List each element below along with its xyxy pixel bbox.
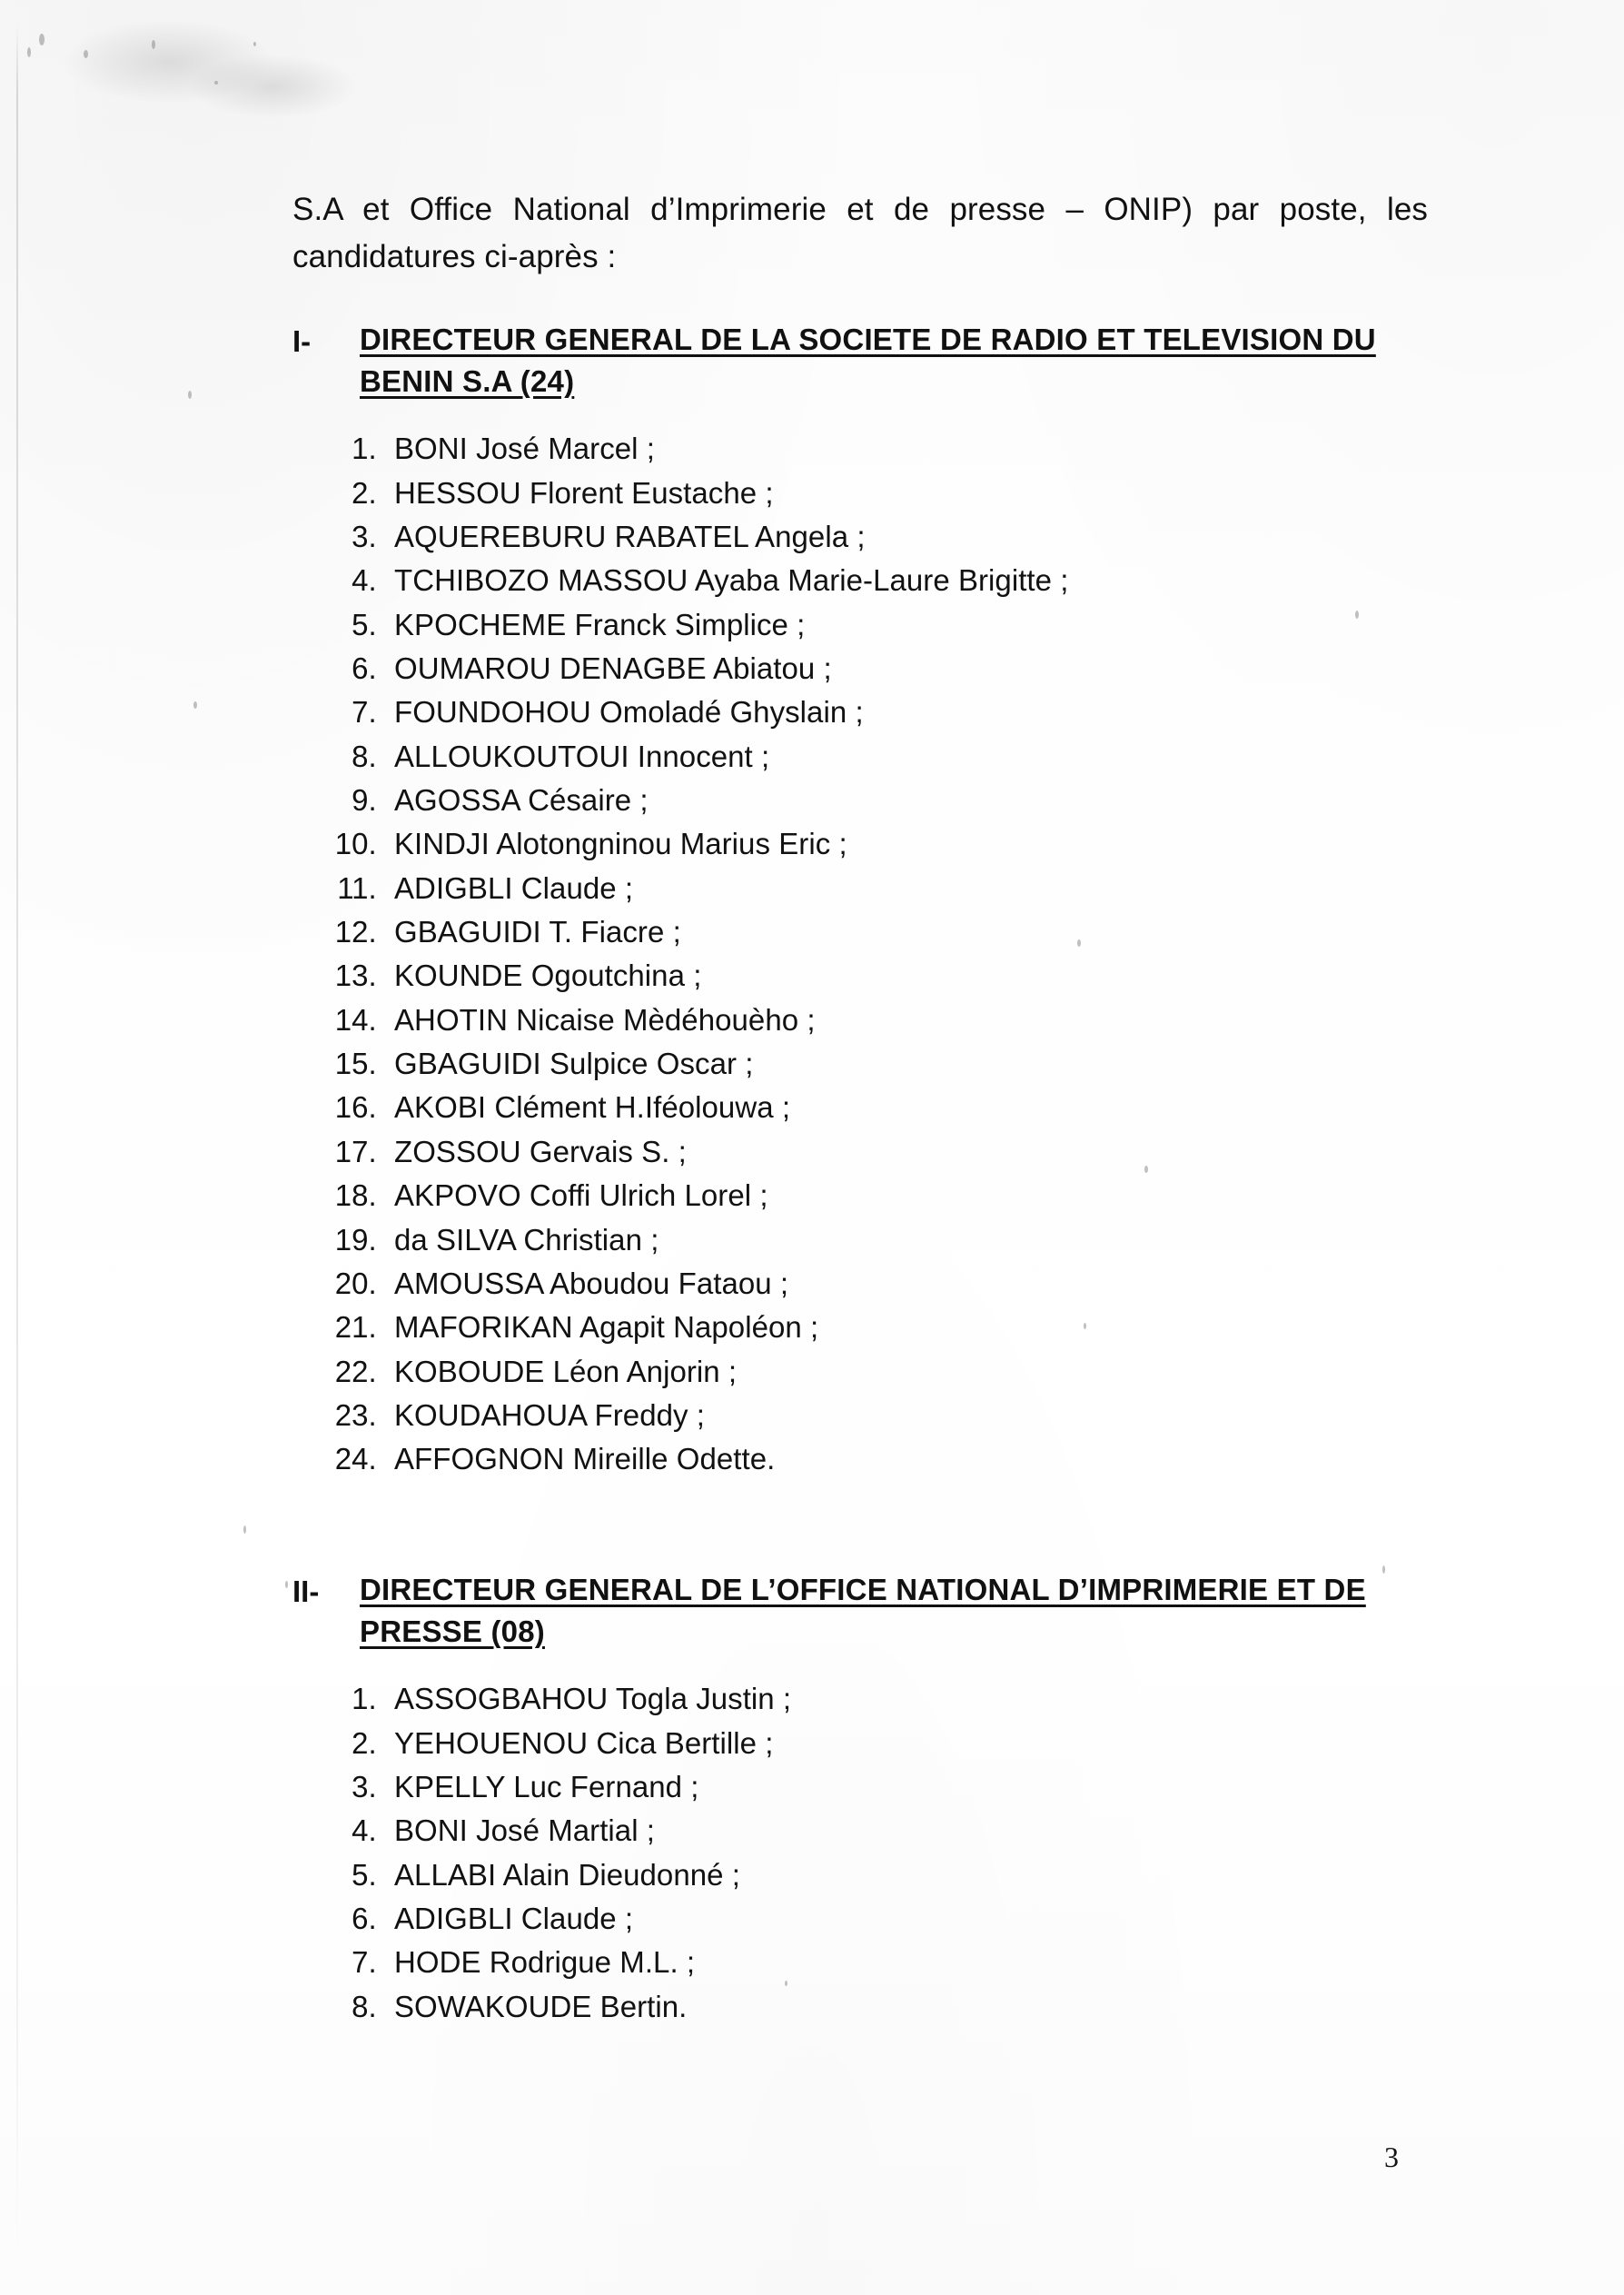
list-item: 6. ADIGBLI Claude ; — [385, 1897, 1428, 1941]
section-ii-candidate-list — [292, 1677, 1428, 2029]
section-i — [292, 319, 1428, 1482]
section-i-title-line-2: BENIN S.A (24) — [360, 364, 575, 399]
section-ii-marker: II- — [292, 1574, 320, 1608]
scan-speck — [84, 50, 88, 58]
document-body — [292, 186, 1428, 2029]
list-item: 4. TCHIBOZO MASSOU Ayaba Marie-Laure Brigitte ; — [385, 559, 1428, 602]
section-i-title-line-1: DIRECTEUR GENERAL DE LA SOCIETE DE RADIO ET TELEVISION DU — [360, 322, 1376, 356]
section-i-candidate-list — [292, 427, 1428, 1481]
scan-speck — [253, 42, 256, 46]
scan-speck — [152, 40, 155, 49]
section-i-marker: I- — [292, 323, 312, 358]
list-item: 14. AHOTIN Nicaise Mèdéhouèho ; — [385, 998, 1428, 1042]
list-item: 16. AKOBI Clément H.Iféolouwa ; — [385, 1086, 1428, 1129]
scan-speck — [214, 81, 218, 84]
list-item: 6. OUMAROU DENAGBE Abiatou ; — [385, 647, 1428, 690]
list-item: 5. KPOCHEME Franck Simplice ; — [385, 603, 1428, 647]
list-item: 10. KINDJI Alotongninou Marius Eric ; — [385, 822, 1428, 866]
list-item: 9. AGOSSA Césaire ; — [385, 779, 1428, 822]
list-item: 8. ALLOUKOUTOUI Innocent ; — [385, 735, 1428, 779]
list-item: 22. KOBOUDE Léon Anjorin ; — [385, 1350, 1428, 1394]
list-item: 4. BONI José Martial ; — [385, 1809, 1428, 1853]
list-item: 21. MAFORIKAN Agapit Napoléon ; — [385, 1306, 1428, 1349]
section-i-title — [360, 319, 1428, 404]
list-item: 3. AQUEREBURU RABATEL Angela ; — [385, 515, 1428, 559]
list-item: 7. HODE Rodrigue M.L. ; — [385, 1941, 1428, 1984]
list-item: 3. KPELLY Luc Fernand ; — [385, 1765, 1428, 1809]
list-item: 13. KOUNDE Ogoutchina ; — [385, 954, 1428, 998]
section-ii-title — [360, 1569, 1428, 1654]
scan-edge-line — [16, 24, 18, 2268]
list-item: 23. KOUDAHOUA Freddy ; — [385, 1394, 1428, 1437]
list-item: 17. ZOSSOU Gervais S. ; — [385, 1130, 1428, 1174]
list-item: 1. BONI José Marcel ; — [385, 427, 1428, 471]
scan-speck — [27, 47, 31, 57]
section-ii-heading — [292, 1569, 1428, 1654]
list-item: 12. GBAGUIDI T. Fiacre ; — [385, 910, 1428, 954]
scan-speck — [188, 391, 192, 399]
scan-speck — [193, 701, 197, 709]
list-item: 7. FOUNDOHOU Omoladé Ghyslain ; — [385, 690, 1428, 734]
list-item: 2. YEHOUENOU Cica Bertille ; — [385, 1722, 1428, 1765]
section-ii-title-line-2: PRESSE (08) — [360, 1614, 545, 1649]
page-number: 3 — [1384, 2141, 1399, 2173]
section-ii — [292, 1569, 1428, 2029]
scan-speck — [285, 1581, 288, 1588]
list-item: 11. ADIGBLI Claude ; — [385, 867, 1428, 910]
list-item: 5. ALLABI Alain Dieudonné ; — [385, 1853, 1428, 1897]
list-item: 15. GBAGUIDI Sulpice Oscar ; — [385, 1042, 1428, 1086]
list-item: 2. HESSOU Florent Eustache ; — [385, 472, 1428, 515]
list-item: 18. AKPOVO Coffi Ulrich Lorel ; — [385, 1174, 1428, 1217]
scan-smudge — [191, 55, 354, 118]
section-ii-title-line-1: DIRECTEUR GENERAL DE L’OFFICE NATIONAL D’IMPRIMERIE ET DE — [360, 1572, 1366, 1606]
list-item: 20. AMOUSSA Aboudou Fataou ; — [385, 1262, 1428, 1306]
scan-speck — [243, 1525, 246, 1534]
list-item: 24. AFFOGNON Mireille Odette. — [385, 1437, 1428, 1481]
list-item: 8. SOWAKOUDE Bertin. — [385, 1985, 1428, 2029]
list-item: 1. ASSOGBAHOU Togla Justin ; — [385, 1677, 1428, 1721]
scan-speck — [39, 34, 45, 45]
list-item: 19. da SILVA Christian ; — [385, 1218, 1428, 1262]
intro-paragraph: S.A et Office National d’Imprimerie et de presse – ONIP) par poste, les candidatures ci-après : — [292, 192, 1428, 274]
section-i-heading — [292, 319, 1428, 404]
